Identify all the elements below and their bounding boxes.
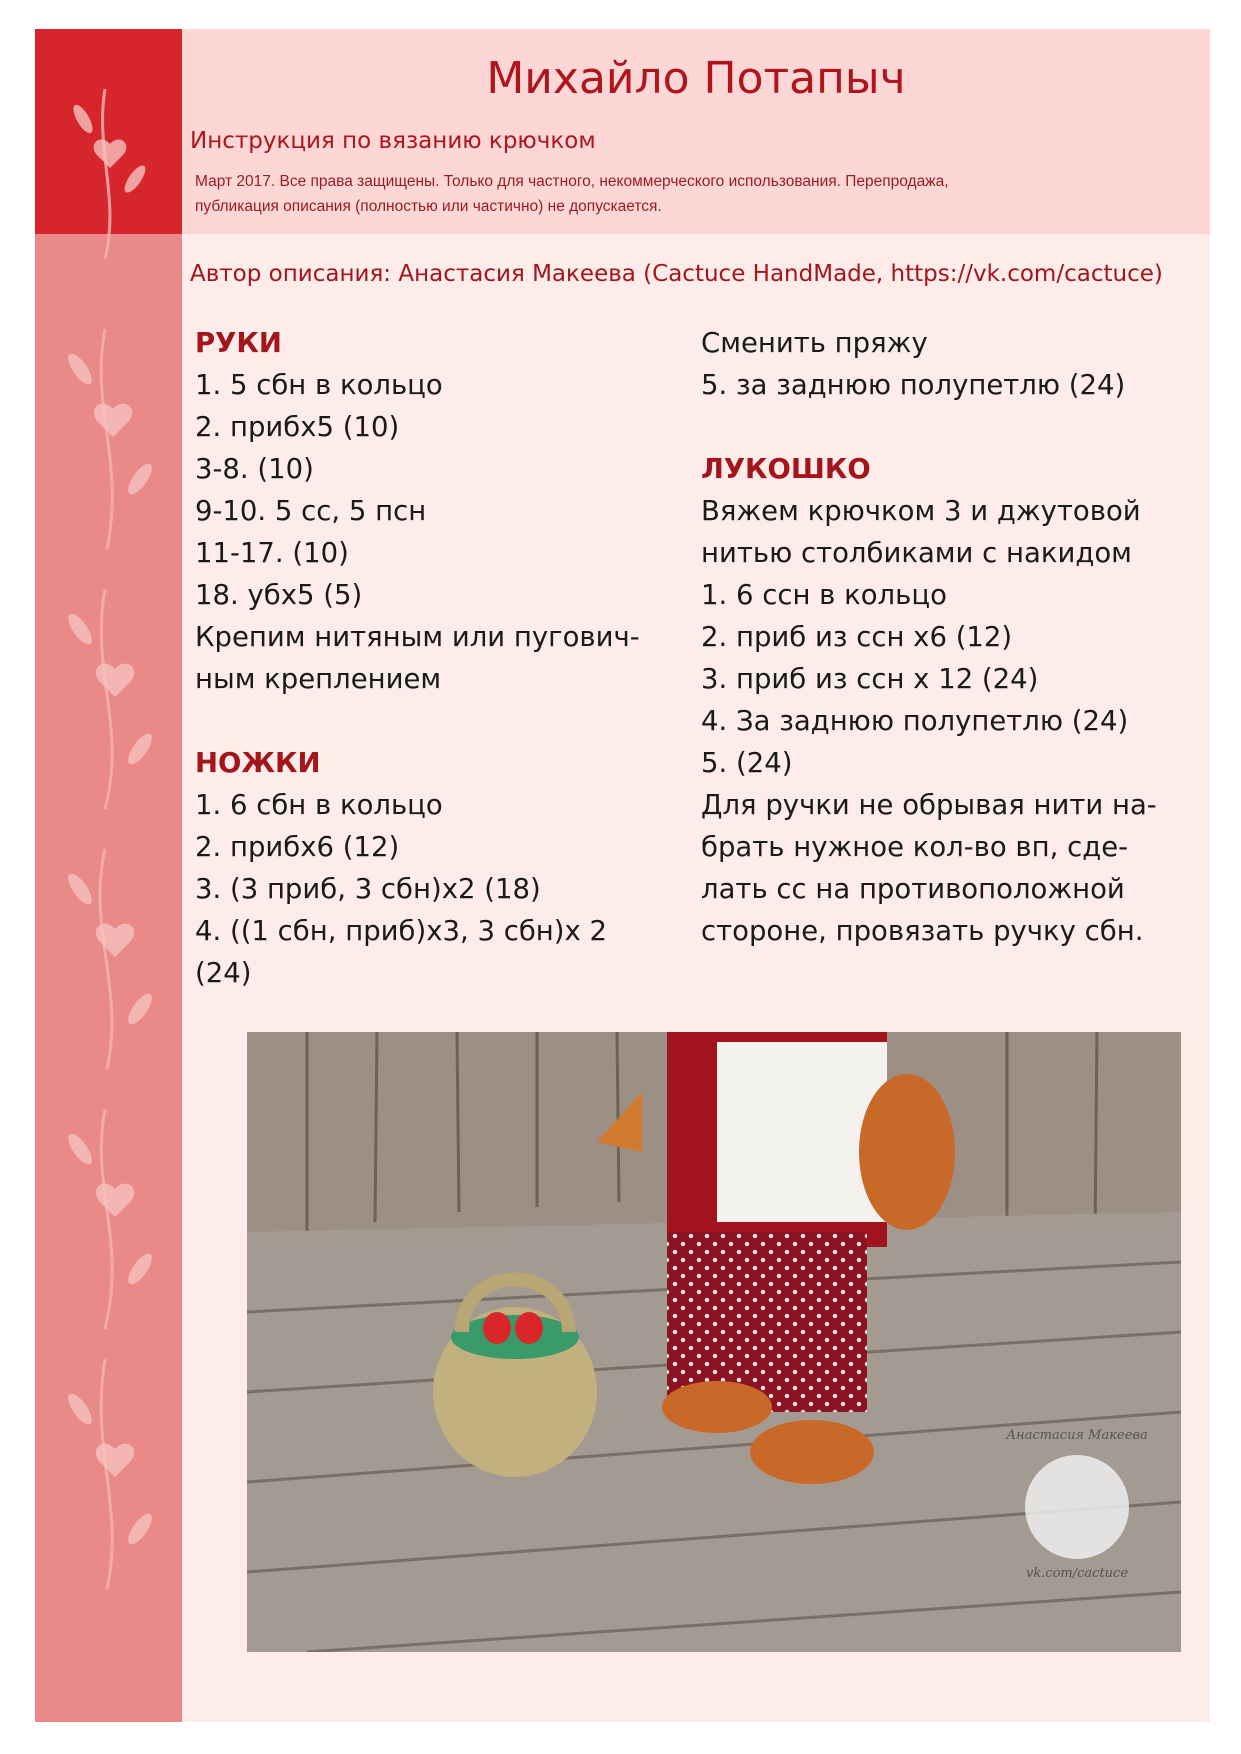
pattern-row: брать нужное кол-во вп, сде-: [701, 831, 1129, 863]
watermark-url: vk.com/cactuce: [1025, 1566, 1129, 1581]
right-column: [701, 322, 1206, 952]
pattern-row: 1. 6 сбн в кольцо: [195, 789, 443, 821]
pattern-row: стороне, провязать ручку сбн.: [701, 915, 1144, 947]
pattern-row: 4. За заднюю полупетлю (24): [701, 705, 1129, 737]
pattern-row: 2. прибх5 (10): [195, 411, 400, 443]
pattern-row: 3-8. (10): [195, 453, 314, 485]
pattern-row: 4. ((1 сбн, приб)х3, 3 сбн)х 2: [195, 915, 608, 947]
pattern-row: (24): [195, 957, 252, 989]
page: [35, 29, 1210, 1722]
section-heading-arms: РУКИ: [195, 327, 282, 359]
page-subtitle: Инструкция по вязанию крючком: [190, 128, 596, 154]
pattern-row: нитью столбиками с накидом: [701, 537, 1132, 569]
notice-line: Март 2017. Все права защищены. Только для частного, некоммерческого использования. Перепродажа,: [195, 173, 949, 190]
author-line: Автор описания: Анастасия Макеева (Cactuce HandMade, https://vk.com/cactuce): [190, 261, 1163, 287]
section-heading-legs: НОЖКИ: [195, 747, 321, 779]
page-title: Михайло Потапыч: [486, 53, 906, 104]
pattern-row: 2. приб из ссн х6 (12): [701, 621, 1013, 653]
pattern-row: 11-17. (10): [195, 537, 349, 569]
copyright-notice: [195, 169, 1155, 219]
pattern-row: 1. 5 сбн в кольцо: [195, 369, 443, 401]
pattern-row: 18. убх5 (5): [195, 579, 363, 611]
pattern-row: 2. прибх6 (12): [195, 831, 400, 863]
section-heading-basket: ЛУКОШКО: [701, 453, 871, 485]
pattern-row: 1. 6 ссн в кольцо: [701, 579, 947, 611]
floral-ornament: [35, 29, 182, 1722]
pattern-row: Для ручки не обрывая нити на-: [701, 789, 1157, 821]
pattern-row: 9-10. 5 сс, 5 псн: [195, 495, 427, 527]
pattern-row: 5. (24): [701, 747, 793, 779]
pattern-row: лать сс на противоположной: [701, 873, 1125, 905]
notice-line: публикация описания (полностью или частично) не допускается.: [195, 198, 662, 215]
pattern-row: 5. за заднюю полупетлю (24): [701, 369, 1126, 401]
pattern-row: 3. приб из ссн х 12 (24): [701, 663, 1039, 695]
toy-photo: [247, 1032, 1181, 1652]
pattern-row: Сменить пряжу: [701, 327, 928, 359]
pattern-row: 3. (3 приб, 3 сбн)х2 (18): [195, 873, 541, 905]
pattern-row: ным креплением: [195, 663, 442, 695]
left-column: [195, 322, 695, 994]
pattern-row: Крепим нитяным или пугович-: [195, 621, 640, 653]
watermark-logo: [1025, 1455, 1129, 1559]
watermark-name: Анастасия Макеева: [1006, 1428, 1148, 1443]
pattern-row: Вяжем крючком 3 и джутовой: [701, 495, 1141, 527]
